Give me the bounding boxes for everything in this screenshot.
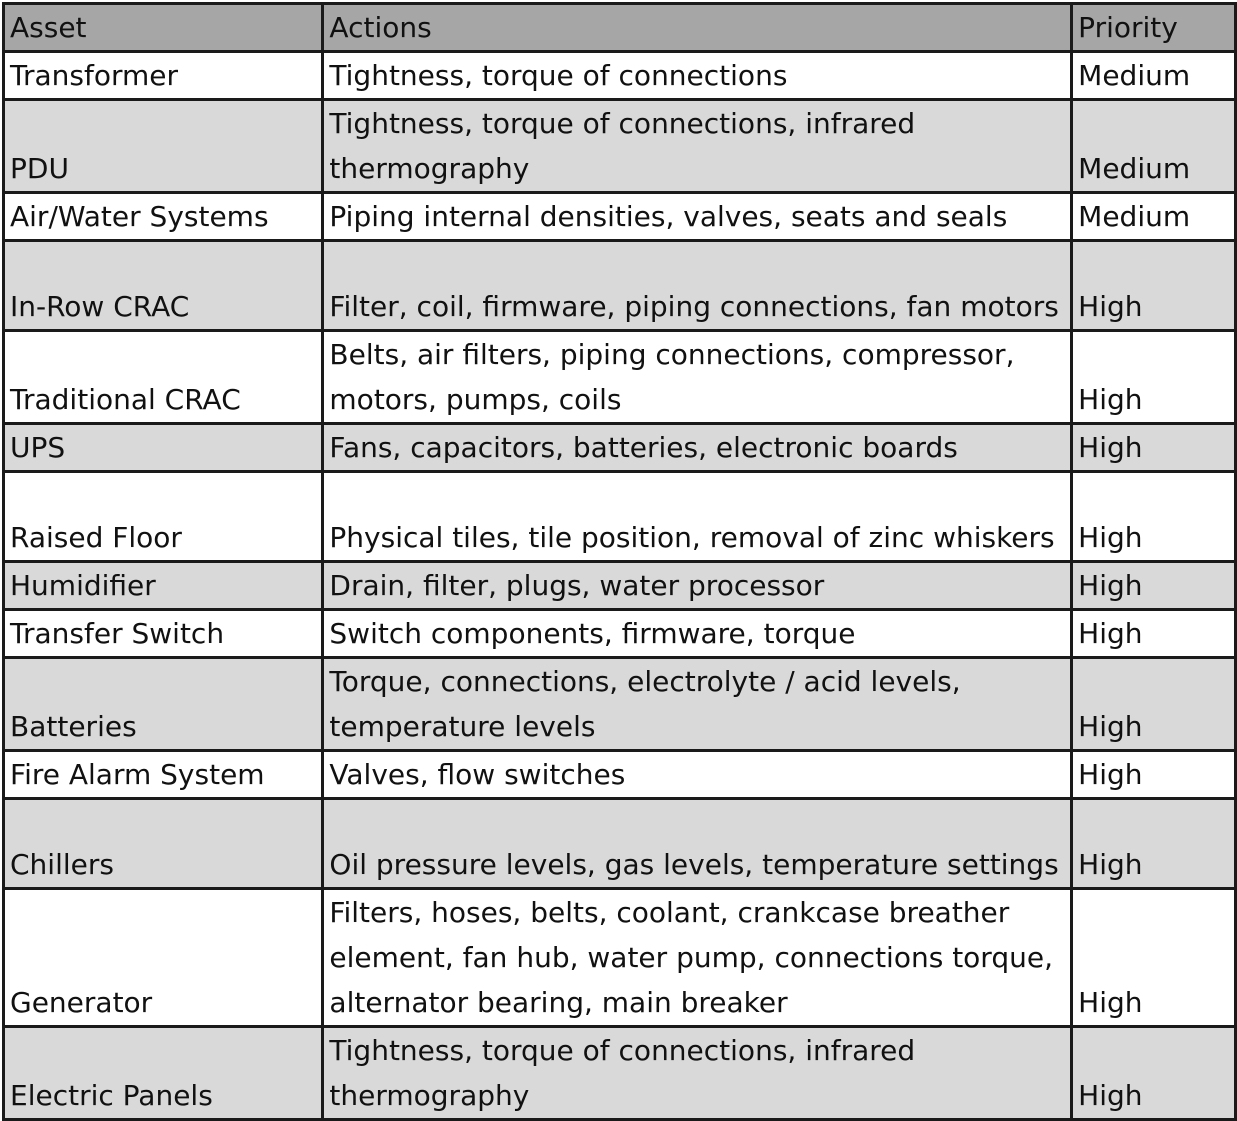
actions-cell: Physical tiles, tile position, removal of zinc whiskers [323, 472, 1072, 562]
actions-cell: Oil pressure levels, gas levels, temperature settings [323, 799, 1072, 889]
priority-cell: High [1072, 799, 1236, 889]
asset-cell: Transfer Switch [4, 610, 323, 658]
actions-cell: Tightness, torque of connections [323, 52, 1072, 100]
asset-cell: Air/Water Systems [4, 193, 323, 241]
actions-cell: Drain, filter, plugs, water processor [323, 562, 1072, 610]
actions-cell: Filter, coil, firmware, piping connections, fan motors [323, 241, 1072, 331]
table-row [4, 331, 1236, 424]
actions-cell: Valves, flow switches [323, 751, 1072, 799]
asset-cell: Electric Panels [4, 1027, 323, 1120]
asset-cell: PDU [4, 100, 323, 193]
asset-cell: Chillers [4, 799, 323, 889]
actions-cell: Filters, hoses, belts, coolant, crankcase breather element, fan hub, water pump, connections torque, alternator bearing, main breaker [323, 889, 1072, 1027]
table-row [4, 562, 1236, 610]
asset-cell: Raised Floor [4, 472, 323, 562]
actions-cell: Switch components, firmware, torque [323, 610, 1072, 658]
asset-cell: Traditional CRAC [4, 331, 323, 424]
table-row [4, 52, 1236, 100]
table-row [4, 658, 1236, 751]
table-row [4, 1027, 1236, 1120]
actions-cell: Torque, connections, electrolyte / acid levels, temperature levels [323, 658, 1072, 751]
asset-cell: Fire Alarm System [4, 751, 323, 799]
header-asset: Asset [4, 4, 323, 52]
table-row [4, 889, 1236, 1027]
asset-cell: Generator [4, 889, 323, 1027]
priority-cell: High [1072, 751, 1236, 799]
table-row [4, 799, 1236, 889]
priority-cell: High [1072, 562, 1236, 610]
table-row [4, 472, 1236, 562]
actions-cell: Belts, air filters, piping connections, compressor, motors, pumps, coils [323, 331, 1072, 424]
priority-cell: High [1072, 241, 1236, 331]
header-priority: Priority [1072, 4, 1236, 52]
asset-cell: Batteries [4, 658, 323, 751]
actions-cell: Tightness, torque of connections, infrared thermography [323, 1027, 1072, 1120]
actions-cell: Piping internal densities, valves, seats and seals [323, 193, 1072, 241]
asset-cell: In-Row CRAC [4, 241, 323, 331]
priority-cell: High [1072, 472, 1236, 562]
maintenance-table [2, 2, 1237, 1121]
asset-cell: Transformer [4, 52, 323, 100]
priority-cell: High [1072, 331, 1236, 424]
priority-cell: Medium [1072, 100, 1236, 193]
table-row [4, 424, 1236, 472]
priority-cell: High [1072, 658, 1236, 751]
table-row [4, 241, 1236, 331]
asset-cell: Humidifier [4, 562, 323, 610]
table-row [4, 193, 1236, 241]
actions-cell: Fans, capacitors, batteries, electronic boards [323, 424, 1072, 472]
actions-cell: Tightness, torque of connections, infrared thermography [323, 100, 1072, 193]
priority-cell: High [1072, 424, 1236, 472]
priority-cell: High [1072, 1027, 1236, 1120]
table-row [4, 610, 1236, 658]
priority-cell: Medium [1072, 52, 1236, 100]
header-actions: Actions [323, 4, 1072, 52]
asset-cell: UPS [4, 424, 323, 472]
table-row [4, 100, 1236, 193]
header-row [4, 4, 1236, 52]
priority-cell: High [1072, 889, 1236, 1027]
priority-cell: High [1072, 610, 1236, 658]
priority-cell: Medium [1072, 193, 1236, 241]
table-row [4, 751, 1236, 799]
